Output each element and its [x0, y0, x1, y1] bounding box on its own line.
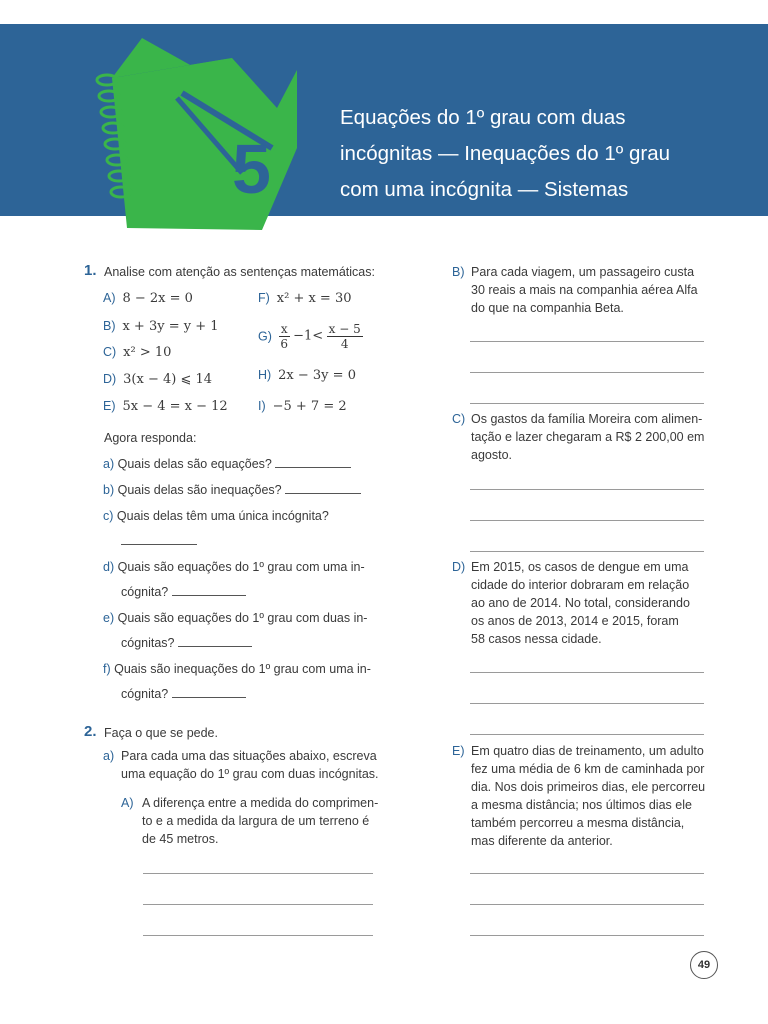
q2-D-text: Em 2015, os casos de dengue em uma cidade do interior dobraram em relação ao ano de 2014. No total, considerando os anos de 2013, 2014 e 2015, foram 58 casos nessa cidade. [471, 560, 690, 646]
q2-A-label: A) [121, 796, 134, 810]
answer-intro: Agora responda: [104, 431, 197, 445]
item-f-cont: cógnita? [121, 685, 246, 703]
answer-line-B-2[interactable] [470, 372, 704, 373]
page-number: 49 [690, 951, 718, 979]
sentence-a: A) 8 − 2x = 0 [103, 291, 193, 306]
q2-a-text: Para cada uma das situações abaixo, escreva uma equação do 1º grau com duas incógnitas. [121, 749, 379, 781]
item-d-cont: cógnita? [121, 583, 246, 601]
answer-blank-e[interactable] [178, 646, 252, 647]
item-b: b) Quais delas são inequações? [103, 481, 361, 499]
answer-line-D-3[interactable] [470, 734, 704, 735]
answer-line-B-3[interactable] [470, 403, 704, 404]
sentence-b: B) x + 3y = y + 1 [103, 319, 219, 334]
chapter-notebook-logo [82, 38, 312, 233]
sentence-f: F) x² + x = 30 [258, 291, 352, 306]
q2-D-label: D) [452, 560, 466, 574]
q2-E-text: Em quatro dias de treinamento, um adulto fez uma média de 6 km de caminhada por dia. Nos dois primeiros dias, ele percorreu a mesma distância; nos últimos dias ele também percorreu a mesma distância, mas diferente da anterior. [471, 744, 706, 848]
q2-a-label: a) [103, 749, 115, 763]
item-e: e) Quais são equações do 1º grau com duas in- [103, 611, 368, 625]
answer-blank-d[interactable] [172, 595, 246, 596]
item-a: a) Quais delas são equações? [103, 455, 351, 473]
answer-line-E-1[interactable] [470, 873, 704, 874]
answer-line-A-3[interactable] [143, 935, 373, 936]
question-1-number: 1. [84, 262, 97, 279]
question-2-number: 2. [84, 723, 97, 740]
sentence-i: I) −5 + 7 = 2 [258, 399, 347, 414]
item-f: f) Quais são inequações do 1º grau com uma in- [103, 662, 371, 676]
title-line-1: Equações do 1º grau com duas [340, 106, 626, 129]
sentence-e: E) 5x − 4 = x − 12 [103, 399, 228, 414]
q2-A-text: A diferença entre a medida do comprimen- to e a medida da largura de um terreno é de 45 metros. [142, 796, 379, 846]
answer-line-A-1[interactable] [143, 873, 373, 874]
item-e-cont: cógnitas? [121, 634, 252, 652]
question-1-prompt: Analise com atenção as sentenças matemáticas: [104, 265, 375, 279]
title-line-3: com uma incógnita — Sistemas [340, 178, 629, 201]
sentence-h: H) 2x − 3y = 0 [258, 368, 356, 383]
answer-line-E-3[interactable] [470, 935, 704, 936]
fraction-x-over-6: $\frac{x}{6}$ [280, 322, 289, 351]
answer-blank-b[interactable] [285, 493, 361, 494]
item-d: d) Quais são equações do 1º grau com uma in- [103, 560, 365, 574]
sentence-g: G) $\frac{x}{6}$ −1< $\frac{x - 5}{4}$ [258, 322, 361, 351]
chapter-number: 5 [232, 130, 271, 208]
q2-B-text: Para cada viagem, um passageiro custa 30 reais a mais na companhia aérea Alfa do que na companhia Beta. [471, 265, 698, 315]
answer-line-D-2[interactable] [470, 703, 704, 704]
sentence-d: D) 3(x − 4) ⩽ 14 [103, 372, 213, 387]
answer-line-D-1[interactable] [470, 672, 704, 673]
q2-C-label: C) [452, 412, 466, 426]
chapter-title [340, 100, 750, 208]
answer-line-C-3[interactable] [470, 551, 704, 552]
answer-blank-f[interactable] [172, 697, 246, 698]
question-2-prompt: Faça o que se pede. [104, 726, 218, 740]
q2-E-label: E) [452, 744, 465, 758]
title-line-2: incógnitas — Inequações do 1º grau [340, 142, 671, 165]
answer-line-B-1[interactable] [470, 341, 704, 342]
q2-C-text: Os gastos da família Moreira com alimen- tação e lazer chegaram a R$ 2 200,00 em agosto. [471, 412, 705, 462]
answer-line-C-1[interactable] [470, 489, 704, 490]
fraction-x-minus-5-over-4: $\frac{x - 5}{4}$ [328, 322, 361, 351]
answer-line-A-2[interactable] [143, 904, 373, 905]
answer-blank-c[interactable] [121, 544, 197, 545]
q2-B-label: B) [452, 265, 465, 279]
item-c: c) Quais delas têm uma única incógnita? [103, 509, 329, 523]
sentence-c: C) x² > 10 [103, 345, 172, 360]
answer-blank-a[interactable] [275, 467, 351, 468]
answer-line-C-2[interactable] [470, 520, 704, 521]
answer-line-E-2[interactable] [470, 904, 704, 905]
